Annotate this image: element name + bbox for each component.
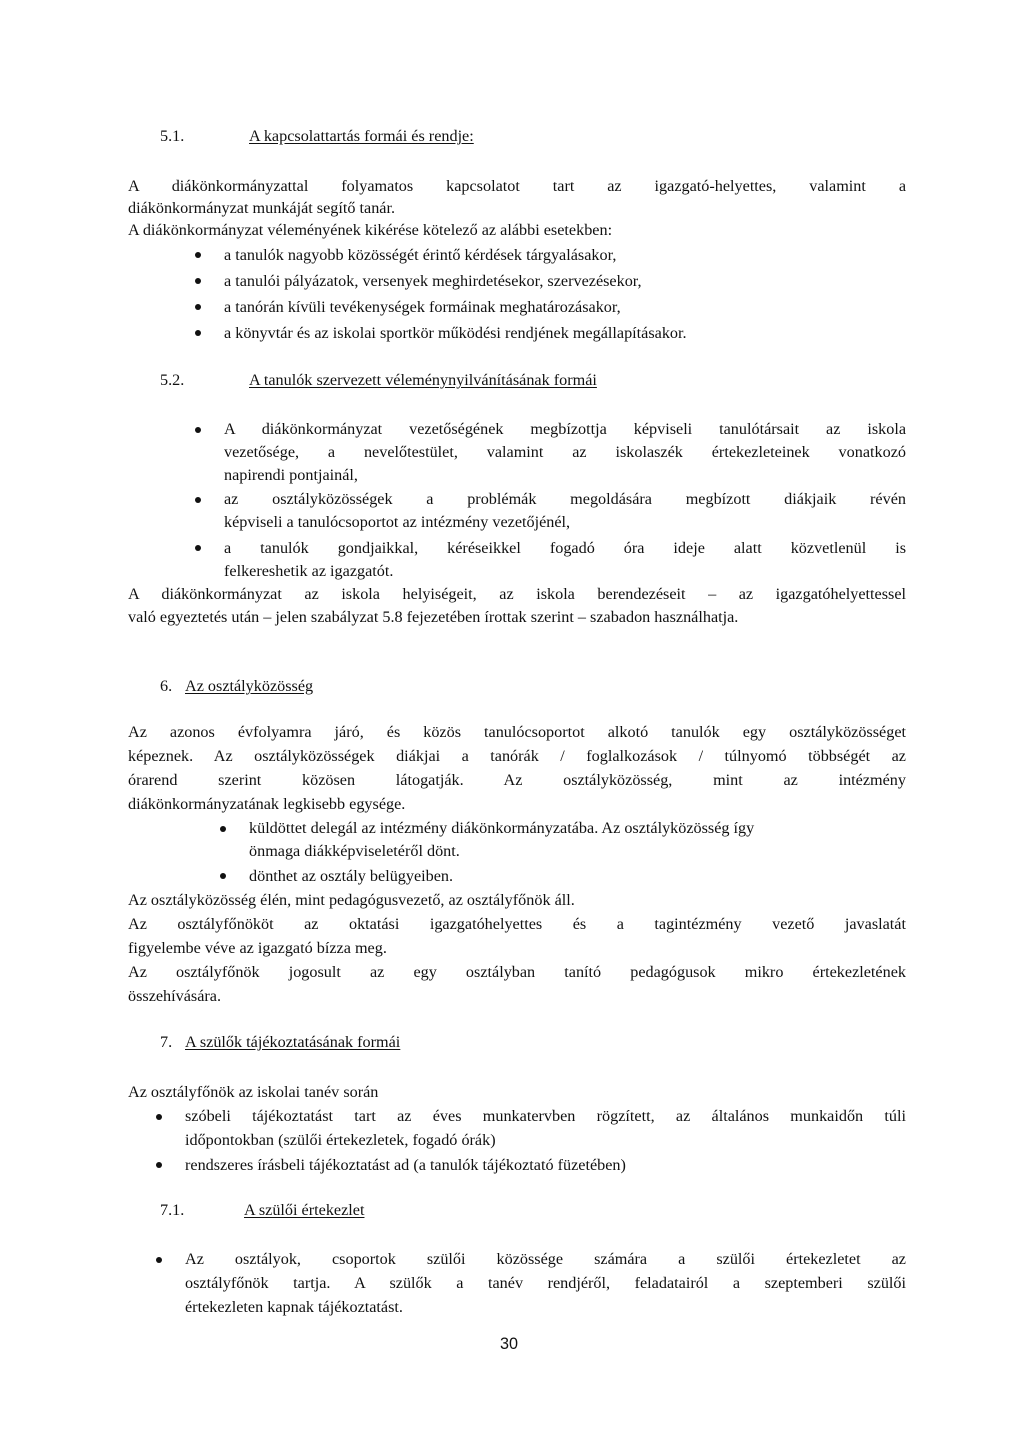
paragraph-line: Az azonos évfolyamra járó, és közös tanulócsoportot alkotó tanulók egy osztályközösséget: [128, 723, 906, 741]
list-item-line: napirendi pontjainál,: [224, 466, 358, 484]
list-item-line: vezetősége, a nevelőtestület, valamint az iskolaszék értekezleteinek vonatkozó: [224, 443, 906, 461]
bullet-icon: [195, 330, 201, 336]
section-heading-7-1: A szülői értekezlet: [244, 1201, 365, 1219]
section-heading-7: A szülők tájékoztatásának formái: [185, 1033, 401, 1051]
paragraph-line: diákönkormányzatának legkisebb egysége.: [128, 795, 406, 813]
bullet-icon: [156, 1257, 162, 1263]
paragraph-line: A diákönkormányzat véleményének kikérése kötelező az alábbi esetekben:: [128, 221, 613, 239]
section-heading-5-2: A tanulók szervezett véleménynyilvánításának formái: [249, 371, 597, 389]
paragraph-line: A diákönkormányzattal folyamatos kapcsolatot tart az igazgató-helyettes, valamint a: [128, 177, 906, 195]
bullet-icon: [195, 497, 201, 503]
list-item-line: a tanulók gondjaikkal, kéréseikkel fogadó óra ideje alatt közvetlenül is: [224, 539, 906, 557]
paragraph-line: A diákönkormányzat az iskola helyiségeit, az iskola berendezéseit – az igazgatóhelyettessel: [128, 585, 906, 603]
paragraph-line: összehívására.: [128, 987, 222, 1005]
paragraph-line: való egyeztetés után – jelen szabályzat 5.8 fejezetében írottak szerint – szabadon használhatja.: [128, 608, 739, 626]
list-item-line: küldöttet delegál az intézmény diákönkormányzatába. Az osztályközösség így: [249, 819, 755, 837]
paragraph-line: Az osztályközösség élén, mint pedagógusvezető, az osztályfőnök áll.: [128, 891, 575, 909]
section-heading-6: Az osztályközösség: [185, 677, 314, 695]
paragraph-line: Az osztályfőnököt az oktatási igazgatóhelyettes és a tagintézmény vezető javaslatát: [128, 915, 906, 933]
bullet-icon: [195, 427, 201, 433]
paragraph-line: figyelembe véve az igazgató bízza meg.: [128, 939, 387, 957]
paragraph-line: órarend szerint közösen látogatják. Az osztályközösség, mint az intézmény: [128, 771, 906, 789]
bullet-icon: [220, 826, 226, 832]
list-item-line: osztályfőnök tartja. A szülők a tanév rendjéről, feladatairól a szeptemberi szülői: [185, 1274, 906, 1292]
section-number-5-1: 5.1.: [160, 127, 185, 145]
bullet-icon: [220, 873, 226, 879]
list-item-line: az osztályközösségek a problémák megoldására megbízott diákjaik révén: [224, 490, 906, 508]
list-item-line: dönthet az osztály belügyeiben.: [249, 867, 454, 885]
list-item: a tanulói pályázatok, versenyek meghirdetésekor, szervezésekor,: [224, 272, 642, 290]
list-item: a tanulók nagyobb közösségét érintő kérdések tárgyalásakor,: [224, 246, 617, 264]
bullet-icon: [195, 252, 201, 258]
bullet-icon: [156, 1114, 162, 1120]
list-item-line: felkereshetik az igazgatót.: [224, 562, 394, 580]
paragraph-line: Az osztályfőnök jogosult az egy osztályban tanító pedagógusok mikro értekezletének: [128, 963, 906, 981]
bullet-icon: [195, 278, 201, 284]
list-item-line: képviseli a tanulócsoportot az intézmény vezetőjénél,: [224, 513, 571, 531]
section-number-5-2: 5.2.: [160, 371, 185, 389]
list-item-line: A diákönkormányzat vezetőségének megbízottja képviseli tanulótársait az iskola: [224, 420, 906, 438]
list-item-line: értekezleten kapnak tájékoztatást.: [185, 1298, 403, 1316]
page-number: 30: [500, 1335, 519, 1353]
list-item: a tanórán kívüli tevékenységek formáinak meghatározásakor,: [224, 298, 621, 316]
list-item-line: időpontokban (szülői értekezletek, fogadó órák): [185, 1131, 496, 1149]
paragraph-line: Az osztályfőnök az iskolai tanév során: [128, 1083, 379, 1101]
section-number-6: 6.: [160, 677, 173, 695]
bullet-icon: [195, 545, 201, 551]
paragraph-line: diákönkormányzat munkáját segítő tanár.: [128, 199, 396, 217]
list-item-line: szóbeli tájékoztatást tart az éves munkatervben rögzített, az általános munkaidőn túli: [185, 1107, 906, 1125]
list-item-line: Az osztályok, csoportok szülői közössége számára a szülői értekezletet az: [185, 1250, 906, 1268]
bullet-icon: [156, 1162, 162, 1168]
section-number-7-1: 7.1.: [160, 1201, 185, 1219]
section-number-7: 7.: [160, 1033, 173, 1051]
list-item-line: önmaga diákképviseletéről dönt.: [249, 842, 460, 860]
section-heading-5-1: A kapcsolattartás formái és rendje:: [249, 127, 474, 145]
list-item: a könyvtár és az iskolai sportkör működési rendjének megállapításakor.: [224, 324, 687, 342]
list-item-line: rendszeres írásbeli tájékoztatást ad (a tanulók tájékoztató füzetében): [185, 1156, 626, 1174]
bullet-icon: [195, 304, 201, 310]
paragraph-line: képeznek. Az osztályközösségek diákjai a tanórák / foglalkozások / túlnyomó többségét az: [128, 747, 906, 765]
